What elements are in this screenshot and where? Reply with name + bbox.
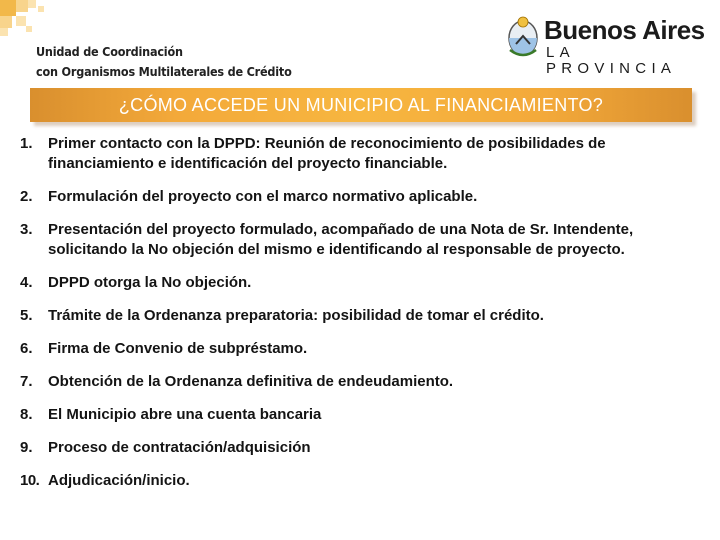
step-text: Proceso de contratación/adquisición [48, 439, 311, 456]
list-item [20, 372, 700, 392]
step-number: 6. [20, 340, 33, 357]
coat-of-arms-icon [506, 14, 540, 58]
step-number: 7. [20, 373, 33, 390]
list-item [20, 220, 700, 260]
step-text: Trámite de la Ordenanza preparatoria: posibilidad de tomar el crédito. [48, 307, 544, 324]
list-item [20, 339, 700, 359]
brand-subtitle: LA PROVINCIA [546, 44, 677, 77]
province-logo [506, 12, 706, 77]
step-number: 5. [20, 307, 33, 324]
org-line-2: con Organismos Multilaterales de Crédito [36, 64, 292, 79]
step-number: 2. [20, 188, 33, 205]
step-number: 8. [20, 406, 33, 423]
step-text: DPPD otorga la No objeción. [48, 274, 252, 291]
step-number: 10. [20, 472, 40, 489]
list-item [20, 405, 700, 425]
step-text: Adjudicación/inicio. [48, 472, 190, 489]
list-item [20, 471, 700, 491]
step-text: Primer contacto con la DPPD: Reunión de reconocimiento de posibilidades de financiamiento e identificación del proyecto financiable. [48, 135, 606, 172]
step-number: 4. [20, 274, 33, 291]
list-item [20, 134, 700, 174]
step-text: Obtención de la Ordenanza definitiva de endeudamiento. [48, 373, 454, 390]
step-text: Formulación del proyecto con el marco normativo aplicable. [48, 188, 478, 205]
step-text: Firma de Convenio de subpréstamo. [48, 340, 308, 357]
organization-name [36, 42, 292, 82]
step-text: El Municipio abre una cuenta bancaria [48, 406, 322, 423]
list-item [20, 273, 700, 293]
step-number: 3. [20, 221, 33, 238]
list-item [20, 306, 700, 326]
list-item [20, 438, 700, 458]
steps-list [20, 134, 700, 504]
title-banner [30, 88, 692, 122]
list-item [20, 187, 700, 207]
step-number: 1. [20, 135, 33, 152]
step-text: Presentación del proyecto formulado, acompañado de una Nota de Sr. Intendente, solicitando la No objeción del mismo e identificando al responsable de proyecto. [48, 221, 634, 258]
step-number: 9. [20, 439, 33, 456]
org-line-1: Unidad de Coordinación [36, 44, 183, 59]
brand-name: Buenos Aires [544, 15, 705, 45]
page-title: ¿CÓMO ACCEDE UN MUNICIPIO AL FINANCIAMIENTO? [118, 95, 604, 115]
